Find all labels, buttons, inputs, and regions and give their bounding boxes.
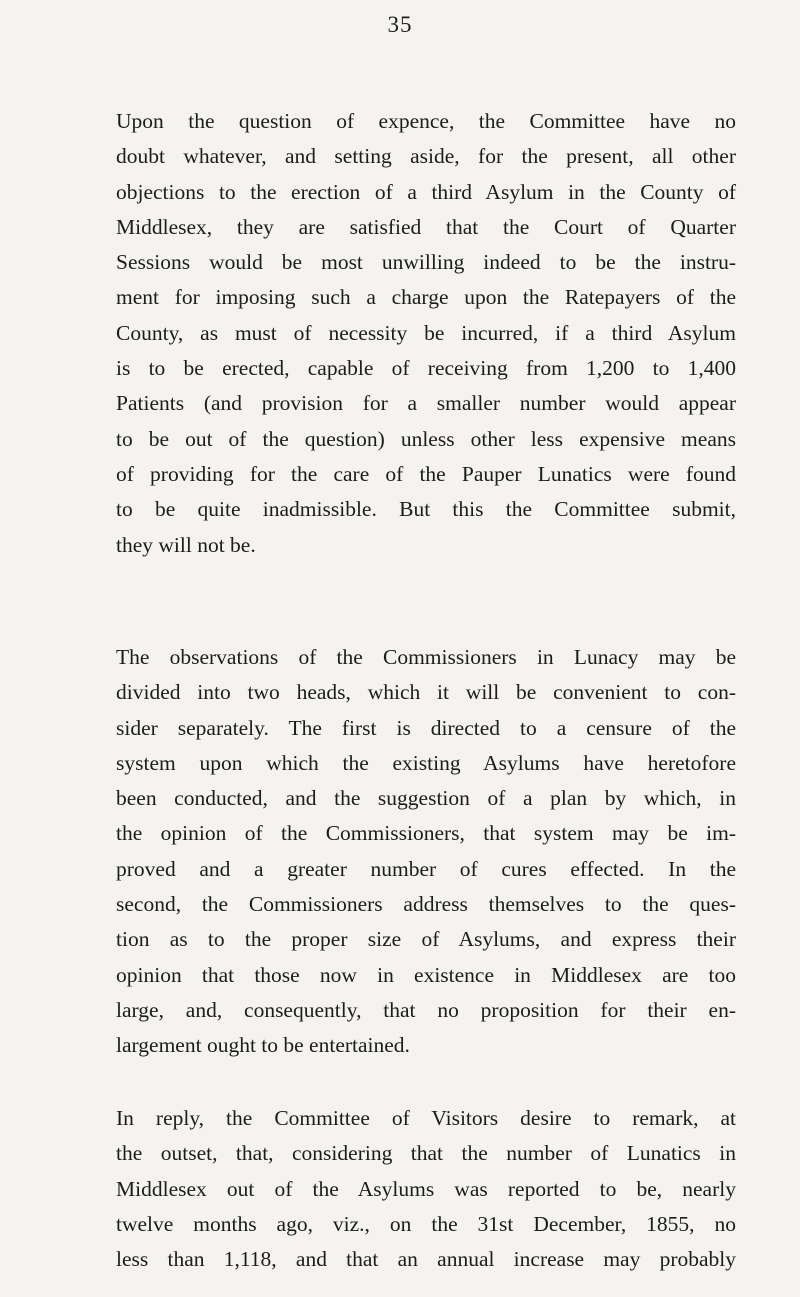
text-line: twelve months ago, viz., on the 31st December, 1855, no [116, 1211, 736, 1236]
text-line: less than 1,118, and that an annual increase may probably [116, 1247, 736, 1272]
text-line: they will not be. [116, 532, 256, 557]
text-line: to be quite inadmissible. But this the Committee submit, [116, 497, 736, 522]
text-line: largement ought to be entertained. [116, 1033, 410, 1058]
text-line: Sessions would be most unwilling indeed to be the instru- [116, 250, 736, 275]
text-line: The observations of the Commissioners in Lunacy may be [116, 645, 736, 669]
text-line: Patients (and provision for a smaller number would appear [116, 391, 736, 416]
text-line: system upon which the existing Asylums have heretofore [116, 750, 736, 775]
paragraph-reply [116, 1101, 736, 1277]
text-line: been conducted, and the suggestion of a plan by which, in [116, 786, 736, 811]
text-line: second, the Commissioners address themselves to the ques- [116, 892, 736, 917]
text-line: the opinion of the Commissioners, that system may be im- [116, 821, 736, 846]
text-line: proved and a greater number of cures effected. In the [116, 856, 736, 881]
paragraph-expence [116, 104, 736, 563]
text-line: In reply, the Committee of Visitors desire to remark, at [116, 1106, 736, 1130]
text-line: the outset, that, considering that the number of Lunatics in [116, 1141, 736, 1166]
text-line: County, as must of necessity be incurred, if a third Asylum [116, 320, 736, 345]
text-line: Upon the question of expence, the Committee have no [116, 109, 736, 133]
text-line: to be out of the question) unless other less expensive means [116, 426, 736, 451]
page-number: 35 [387, 12, 413, 37]
text-line: objections to the erection of a third Asylum in the County of [116, 179, 736, 204]
text-line: tion as to the proper size of Asylums, and express their [116, 927, 736, 952]
text-line: large, and, consequently, that no proposition for their en- [116, 997, 736, 1022]
text-line: opinion that those now in existence in Middlesex are too [116, 962, 736, 987]
text-line: Middlesex out of the Asylums was reported to be, nearly [116, 1176, 736, 1201]
text-line: Middlesex, they are satisfied that the Court of Quarter [116, 214, 736, 239]
text-line: ment for imposing such a charge upon the Ratepayers of the [116, 285, 736, 310]
text-line: of providing for the care of the Pauper Lunatics were found [116, 461, 736, 486]
text-line: doubt whatever, and setting aside, for the present, all other [116, 144, 736, 169]
text-line: sider separately. The first is directed to a censure of the [116, 715, 736, 740]
text-line: is to be erected, capable of receiving from 1,200 to 1,400 [116, 356, 736, 381]
paragraph-observations [116, 640, 736, 1064]
text-line: divided into two heads, which it will be convenient to con- [116, 680, 736, 705]
